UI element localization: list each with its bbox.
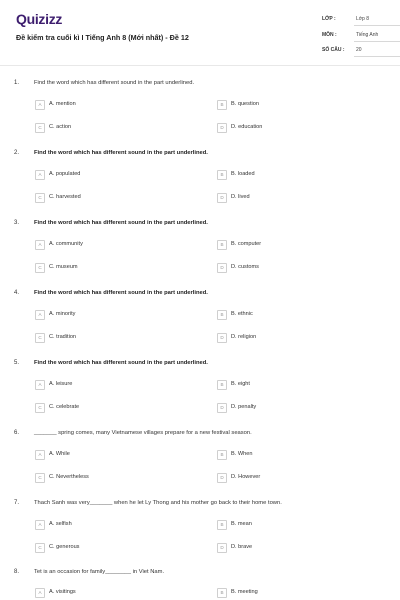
option-letter-box: A bbox=[35, 520, 45, 530]
option-letter-box: B bbox=[217, 310, 227, 320]
question-text: Thach Sanh was very_______ when he let Ly Thong and his mother go back to their home town. bbox=[34, 500, 282, 506]
option-label: A. community bbox=[49, 241, 83, 247]
option-label: C. celebrate bbox=[49, 404, 80, 410]
question-number: 2. bbox=[14, 150, 20, 156]
option-label: C. generous bbox=[49, 544, 80, 550]
option-letter-box: B bbox=[217, 450, 227, 460]
question-number: 1. bbox=[14, 80, 20, 86]
meta-count-key: SỐ CÂU : bbox=[322, 47, 345, 53]
option-label: B. question bbox=[231, 101, 259, 107]
option-letter-box: B bbox=[217, 240, 227, 250]
question-number: 5. bbox=[14, 360, 20, 366]
meta-subject-value: Tiếng Anh bbox=[356, 32, 379, 38]
quizizz-logo[interactable]: Quizizz bbox=[16, 11, 63, 27]
question-number: 8. bbox=[14, 569, 20, 575]
option-label: D. religion bbox=[231, 334, 257, 340]
question-text: Find the word which has different sound in the part underlined. bbox=[34, 80, 195, 86]
option-label: D. lived bbox=[231, 194, 250, 200]
option-label: C. Nevertheless bbox=[49, 474, 89, 480]
meta-grade-value: Lớp 8 bbox=[356, 16, 370, 22]
question-number: 7. bbox=[14, 500, 20, 506]
option-label: D. penalty bbox=[231, 404, 257, 410]
question-text: Tet is an occasion for family________ in Viet Nam. bbox=[34, 569, 165, 575]
option-label: C. tradition bbox=[49, 334, 77, 340]
option-label: B. eight bbox=[231, 381, 250, 387]
meta-grade-key: LỚP : bbox=[322, 16, 336, 22]
option-label: D. However bbox=[231, 474, 261, 480]
question-number: 4. bbox=[14, 290, 20, 296]
option-label: B. When bbox=[231, 451, 253, 457]
option-letter-box: D bbox=[217, 543, 227, 553]
question-3 bbox=[0, 220, 400, 290]
question-2 bbox=[0, 150, 400, 220]
question-7 bbox=[0, 500, 400, 570]
question-5 bbox=[0, 360, 400, 430]
option-letter-box: B bbox=[217, 520, 227, 530]
question-number: 3. bbox=[14, 220, 20, 226]
option-letter-box: A bbox=[35, 240, 45, 250]
question-text: Find the word which has different sound in the part underlined. bbox=[34, 220, 208, 226]
option-label: C. museum bbox=[49, 264, 78, 270]
question-8 bbox=[0, 569, 400, 600]
option-label: D. customs bbox=[231, 264, 259, 270]
option-letter-box: A bbox=[35, 588, 45, 598]
option-letter-box: B bbox=[217, 100, 227, 110]
option-letter-box: C bbox=[35, 473, 45, 483]
option-letter-box: D bbox=[217, 193, 227, 203]
question-number: 6. bbox=[14, 430, 20, 436]
option-letter-box: C bbox=[35, 263, 45, 273]
option-letter-box: A bbox=[35, 310, 45, 320]
option-letter-box: C bbox=[35, 123, 45, 133]
option-label: D. brave bbox=[231, 544, 253, 550]
option-label: D. education bbox=[231, 124, 263, 130]
option-letter-box: C bbox=[35, 403, 45, 413]
question-6 bbox=[0, 430, 400, 500]
option-label: A. While bbox=[49, 451, 70, 457]
option-letter-box: B bbox=[217, 170, 227, 180]
option-label: A. leisure bbox=[49, 381, 73, 387]
option-label: A. mention bbox=[49, 101, 76, 107]
option-label: B. loaded bbox=[231, 171, 255, 177]
header-divider bbox=[0, 65, 400, 66]
worksheet-header bbox=[0, 0, 400, 66]
option-label: B. mean bbox=[231, 521, 252, 527]
option-label: A. populated bbox=[49, 171, 81, 177]
meta-grade-underline bbox=[354, 25, 400, 26]
option-label: A. minority bbox=[49, 311, 76, 317]
option-label: B. computer bbox=[231, 241, 262, 247]
meta-subject-key: MÔN : bbox=[322, 32, 337, 38]
option-label: B. ethnic bbox=[231, 311, 253, 317]
option-letter-box: B bbox=[217, 588, 227, 598]
option-letter-box: C bbox=[35, 193, 45, 203]
meta-subject-underline bbox=[354, 41, 400, 42]
option-letter-box: D bbox=[217, 123, 227, 133]
option-letter-box: A bbox=[35, 170, 45, 180]
option-label: A. visitings bbox=[49, 589, 76, 595]
option-letter-box: D bbox=[217, 333, 227, 343]
option-letter-box: A bbox=[35, 380, 45, 390]
option-letter-box: D bbox=[217, 403, 227, 413]
option-letter-box: B bbox=[217, 380, 227, 390]
question-text: Find the word which has different sound in the part underlined. bbox=[34, 290, 208, 296]
option-letter-box: A bbox=[35, 450, 45, 460]
question-1 bbox=[0, 80, 400, 150]
option-letter-box: D bbox=[217, 263, 227, 273]
question-4 bbox=[0, 290, 400, 360]
option-letter-box: A bbox=[35, 100, 45, 110]
option-letter-box: C bbox=[35, 333, 45, 343]
option-letter-box: C bbox=[35, 543, 45, 553]
option-label: B. meeting bbox=[231, 589, 258, 595]
option-label: C. action bbox=[49, 124, 72, 130]
option-letter-box: D bbox=[217, 473, 227, 483]
question-text: _______ spring comes, many Vietnamese villages prepare for a new festival season. bbox=[34, 430, 252, 436]
question-text: Find the word which has different sound in the part underlined. bbox=[34, 150, 208, 156]
option-label: C. harvested bbox=[49, 194, 81, 200]
option-label: A. selfish bbox=[49, 521, 72, 527]
meta-count-value: 20 bbox=[356, 47, 362, 53]
question-text: Find the word which has different sound in the part underlined. bbox=[34, 360, 208, 366]
worksheet-title: Đề kiểm tra cuối kì I Tiếng Anh 8 (Mới nhất) - Đề 12 bbox=[16, 33, 189, 42]
meta-count-underline bbox=[354, 56, 400, 57]
